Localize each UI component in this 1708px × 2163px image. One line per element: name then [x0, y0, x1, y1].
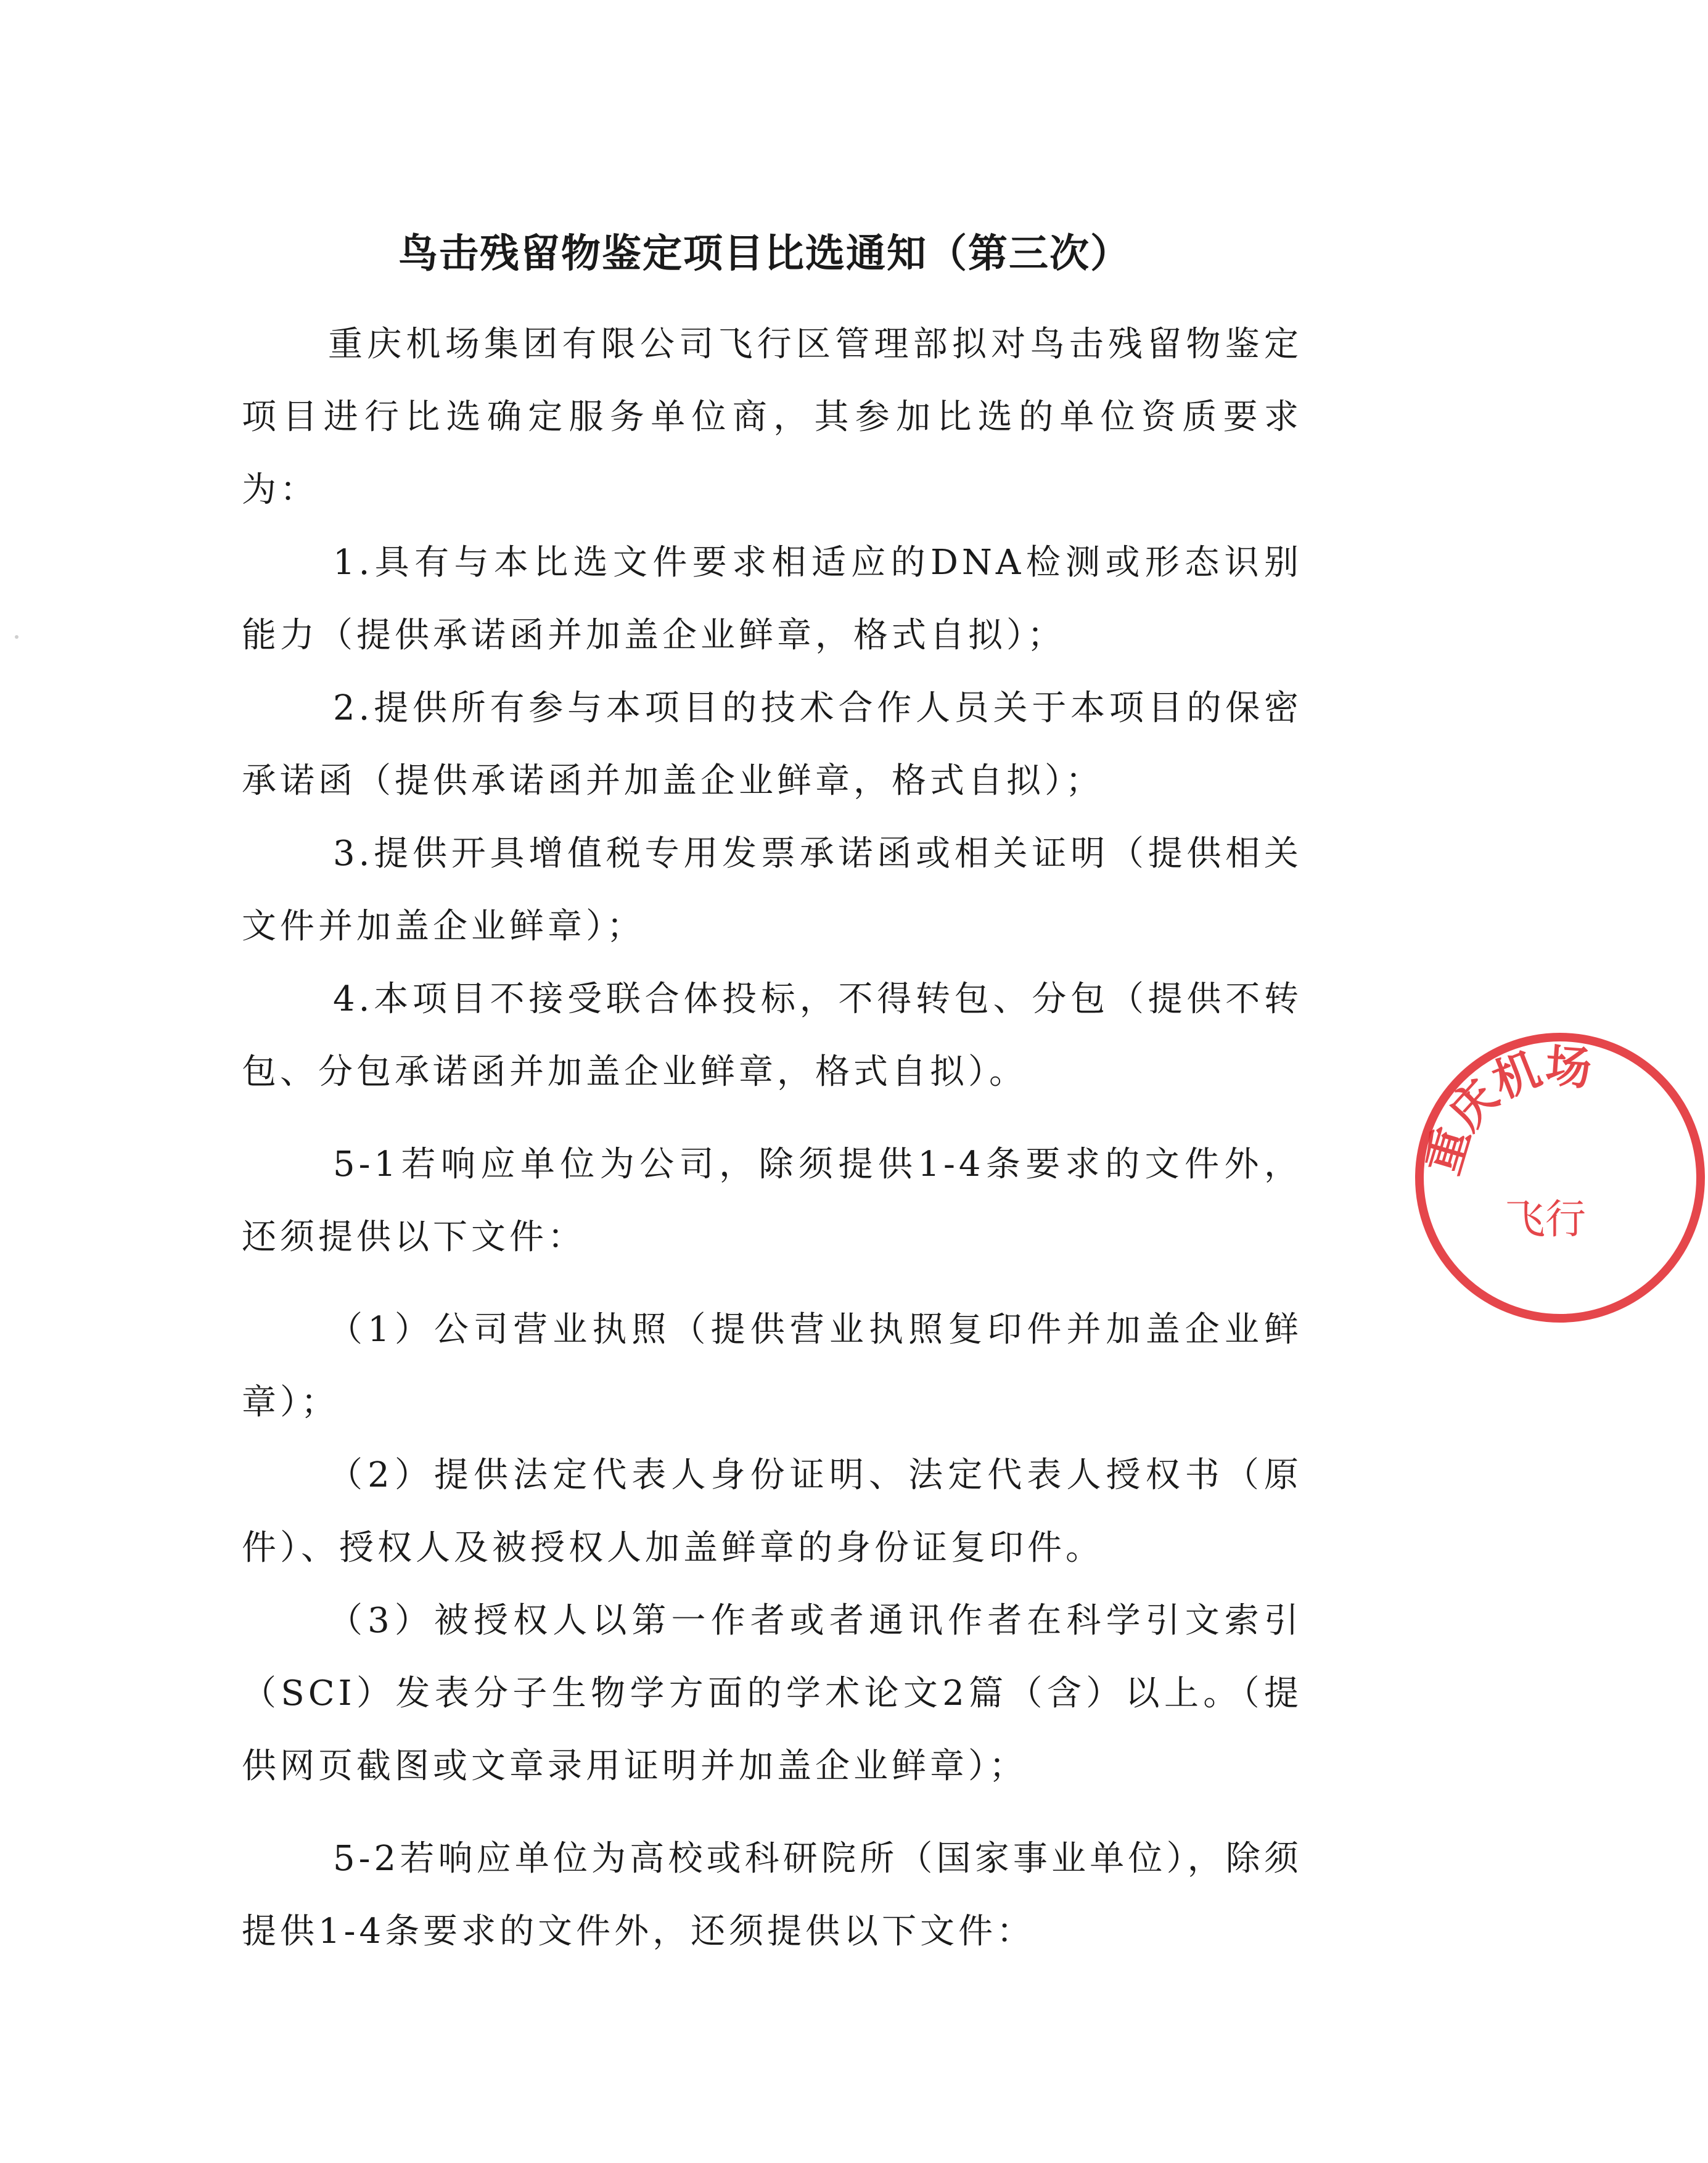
requirement-1: 1.具有与本比选文件要求相适应的DNA检测或形态识别能力（提供承诺函并加盖企业鲜章，格式自拟）； — [242, 543, 1302, 655]
document-title: 鸟击残留物鉴定项目比选通知（第三次） — [398, 231, 1131, 277]
stamp-bottom-text: 飞行 — [1505, 1196, 1586, 1243]
svg-text:重庆机场 — [1416, 1040, 1593, 1180]
case-5-1-item-3: （3）被授权人以第一作者或者通讯作者在科学引文索引（SCI）发表分子生物学方面的学术论文2篇（含）以上。（提供网页截图或文章录用证明并加盖企业鲜章）； — [242, 1601, 1302, 1786]
requirement-3: 3.提供开具增值税专用发票承诺函或相关证明（提供相关文件并加盖企业鲜章）； — [242, 834, 1302, 946]
scan-speck — [15, 635, 18, 639]
case-5-2: 5-2若响应单位为高校或科研院所（国家事业单位），除须提供1-4条要求的文件外，还须提供以下文件： — [242, 1839, 1302, 1952]
case-5-1: 5-1若响应单位为公司，除须提供1-4条要求的文件外，还须提供以下文件： — [242, 1144, 1302, 1257]
company-seal-stamp — [1412, 1030, 1708, 1326]
intro-paragraph: 重庆机场集团有限公司飞行区管理部拟对鸟击残留物鉴定项目进行比选确定服务单位商，其参加比选的单位资质要求为： — [242, 324, 1302, 510]
case-5-1-item-2: （2）提供法定代表人身份证明、法定代表人授权书（原件）、授权人及被授权人加盖鲜章的身份证复印件。 — [242, 1455, 1302, 1568]
requirement-2: 2.提供所有参与本项目的技术合作人员关于本项目的保密承诺函（提供承诺函并加盖企业鲜章，格式自拟）； — [242, 688, 1302, 801]
stamp-top-text: 重庆机场 — [1416, 1040, 1593, 1180]
case-5-1-item-1: （1）公司营业执照（提供营业执照复印件并加盖企业鲜章）； — [242, 1310, 1302, 1422]
requirement-4: 4.本项目不接受联合体投标，不得转包、分包（提供不转包、分包承诺函并加盖企业鲜章，格式自拟）。 — [242, 979, 1302, 1092]
